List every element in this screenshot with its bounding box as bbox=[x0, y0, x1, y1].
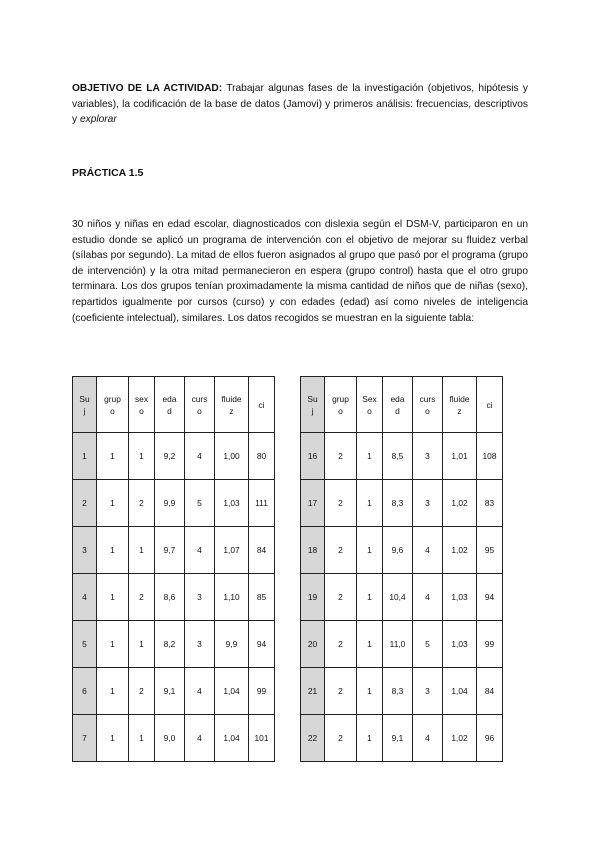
table-cell: 2 bbox=[325, 668, 357, 715]
table-cell: 1 bbox=[129, 715, 155, 762]
header-text: j bbox=[311, 405, 314, 416]
table-cell: 2 bbox=[325, 480, 357, 527]
table-header-cell bbox=[477, 377, 503, 433]
table-cell: 8,6 bbox=[155, 574, 185, 621]
header-text: o bbox=[338, 405, 343, 416]
table-row bbox=[301, 668, 503, 715]
table-row bbox=[301, 574, 503, 621]
subject-id-cell: 22 bbox=[301, 715, 325, 762]
objective-label: OBJETIVO DE LA ACTIVIDAD: bbox=[72, 83, 223, 94]
table-cell: 99 bbox=[249, 668, 275, 715]
header-text: Su bbox=[79, 393, 90, 404]
table-cell: 1,02 bbox=[443, 480, 477, 527]
table-cell: 9,9 bbox=[155, 480, 185, 527]
table-cell: 3 bbox=[185, 574, 215, 621]
table-cell: 84 bbox=[249, 527, 275, 574]
table-cell: 4 bbox=[185, 668, 215, 715]
table-cell: 9,1 bbox=[155, 668, 185, 715]
table-cell: 9,7 bbox=[155, 527, 185, 574]
table-cell: 1,01 bbox=[443, 433, 477, 480]
table-cell: 9,0 bbox=[155, 715, 185, 762]
subject-id-cell: 6 bbox=[73, 668, 97, 715]
table-cell: 94 bbox=[477, 574, 503, 621]
table-cell: 9,2 bbox=[155, 433, 185, 480]
table-row bbox=[73, 621, 275, 668]
header-text: grup bbox=[332, 393, 349, 404]
header-text: d bbox=[395, 405, 400, 416]
table-cell: 101 bbox=[249, 715, 275, 762]
table-cell: 4 bbox=[185, 527, 215, 574]
header-text: curs bbox=[419, 393, 436, 404]
table-cell: 1 bbox=[357, 668, 383, 715]
table-cell: 1,07 bbox=[215, 527, 249, 574]
table-row bbox=[73, 574, 275, 621]
table-cell: 1 bbox=[97, 668, 129, 715]
header-text: j bbox=[83, 405, 86, 416]
table-cell: 1 bbox=[97, 715, 129, 762]
table-cell: 1,03 bbox=[215, 480, 249, 527]
table-cell: 5 bbox=[413, 621, 443, 668]
table-cell: 4 bbox=[413, 574, 443, 621]
table-cell: 8,5 bbox=[383, 433, 413, 480]
table-row bbox=[301, 480, 503, 527]
table-cell: 10,4 bbox=[383, 574, 413, 621]
subject-id-cell: 16 bbox=[301, 433, 325, 480]
table-cell: 2 bbox=[129, 574, 155, 621]
table-cell: 3 bbox=[413, 668, 443, 715]
table-cell: 2 bbox=[325, 433, 357, 480]
header-text: o bbox=[197, 405, 202, 416]
table-header-row bbox=[73, 377, 275, 433]
table-cell: 1 bbox=[129, 433, 155, 480]
table-cell: 1 bbox=[357, 433, 383, 480]
objective-emphasis: explorar bbox=[79, 114, 117, 126]
table-cell: 1 bbox=[357, 480, 383, 527]
header-text: z bbox=[229, 405, 234, 416]
table-cell: 1,04 bbox=[215, 715, 249, 762]
table-row bbox=[301, 621, 503, 668]
table-row bbox=[73, 527, 275, 574]
table-row bbox=[73, 433, 275, 480]
table-cell: 3 bbox=[413, 480, 443, 527]
table-cell: 8,3 bbox=[383, 480, 413, 527]
table-cell: 1,10 bbox=[215, 574, 249, 621]
intro-paragraph: 30 niños y niñas en edad escolar, diagnosticados con dislexia según el DSM-V, participaron en un estudio donde se aplicó un programa de intervención con el objetivo de mejorar su fluidez verbal (sílabas por segundo). La mitad de ellos fueron asignados al grupo que pasó por el programa (grupo de intervención) y la otra mitad permanecieron en espera (grupo control) hasta que el otro grupo terminara. Los dos grupos tenían proximadamente la misma cantidad de niños que de niñas (sexo), repartidos igualmente por cursos (curso) y con edades (edad) así como niveles de inteligencia (coeficiente intelectual), similares. Los datos recogidos se muestran en la siguiente tabla: bbox=[72, 219, 528, 324]
table-cell: 1,03 bbox=[443, 574, 477, 621]
table-cell: 1 bbox=[357, 527, 383, 574]
table-cell: 8,2 bbox=[155, 621, 185, 668]
table-cell: 80 bbox=[249, 433, 275, 480]
table-cell: 1,02 bbox=[443, 527, 477, 574]
table-cell: 1 bbox=[129, 527, 155, 574]
table-header-cell bbox=[443, 377, 477, 433]
table-cell: 3 bbox=[185, 621, 215, 668]
table-cell: 84 bbox=[477, 668, 503, 715]
header-text: eda bbox=[390, 393, 405, 404]
subject-id-cell: 7 bbox=[73, 715, 97, 762]
header-text: Sex bbox=[362, 393, 377, 404]
subject-id-cell: 4 bbox=[73, 574, 97, 621]
data-table-left bbox=[72, 376, 275, 762]
table-header-cell bbox=[97, 377, 129, 433]
subject-id-cell: 20 bbox=[301, 621, 325, 668]
table-cell: 1 bbox=[97, 433, 129, 480]
table-cell: 2 bbox=[325, 621, 357, 668]
subject-id-cell: 18 bbox=[301, 527, 325, 574]
table-cell: 2 bbox=[325, 574, 357, 621]
header-text: o bbox=[110, 405, 115, 416]
table-cell: 3 bbox=[413, 433, 443, 480]
table-cell: 95 bbox=[477, 527, 503, 574]
table-cell: 9,1 bbox=[383, 715, 413, 762]
table-cell: 1,03 bbox=[443, 621, 477, 668]
table-cell: 4 bbox=[413, 715, 443, 762]
table-cell: 4 bbox=[185, 433, 215, 480]
table-cell: 1 bbox=[357, 621, 383, 668]
table-row bbox=[301, 433, 503, 480]
header-text: fluide bbox=[221, 393, 242, 404]
table-cell: 1 bbox=[97, 480, 129, 527]
objective-paragraph bbox=[72, 81, 528, 128]
table-cell: 1,04 bbox=[215, 668, 249, 715]
table-cell: 4 bbox=[185, 715, 215, 762]
table-cell: 85 bbox=[249, 574, 275, 621]
table-cell: 111 bbox=[249, 480, 275, 527]
subject-id-cell: 19 bbox=[301, 574, 325, 621]
header-text: o bbox=[425, 405, 430, 416]
header-text: z bbox=[457, 405, 462, 416]
header-text: Su bbox=[307, 393, 318, 404]
table-cell: 1,04 bbox=[443, 668, 477, 715]
table-cell: 2 bbox=[325, 527, 357, 574]
table-cell: 9,6 bbox=[383, 527, 413, 574]
practice-title: PRÁCTICA 1.5 bbox=[72, 167, 144, 179]
header-text: grup bbox=[104, 393, 121, 404]
table-cell: 8,3 bbox=[383, 668, 413, 715]
data-table-right bbox=[300, 376, 503, 762]
subject-id-cell: 5 bbox=[73, 621, 97, 668]
table-row bbox=[73, 480, 275, 527]
subject-id-cell: 2 bbox=[73, 480, 97, 527]
table-header-row bbox=[301, 377, 503, 433]
table-header-cell bbox=[357, 377, 383, 433]
subject-id-cell: 3 bbox=[73, 527, 97, 574]
table-cell: 1 bbox=[129, 621, 155, 668]
table-header-cell bbox=[413, 377, 443, 433]
objective-text: Trabajar algunas fases de la investigación (objetivos, hipótesis y variables), la codificación de la base de datos (Jamovi) y primeros análisis: frecuencias, descriptivos y bbox=[72, 83, 528, 126]
header-text: ci bbox=[486, 399, 493, 410]
table-cell: 1 bbox=[357, 715, 383, 762]
table-cell: 2 bbox=[325, 715, 357, 762]
table-cell: 1 bbox=[97, 621, 129, 668]
table-header-cell bbox=[215, 377, 249, 433]
header-text: o bbox=[139, 405, 144, 416]
subject-id-cell: 21 bbox=[301, 668, 325, 715]
table-cell: 1,02 bbox=[443, 715, 477, 762]
table-cell: 99 bbox=[477, 621, 503, 668]
table-cell: 9,9 bbox=[215, 621, 249, 668]
table-header-cell bbox=[73, 377, 97, 433]
table-header-cell bbox=[129, 377, 155, 433]
table-row bbox=[73, 668, 275, 715]
table-header-cell bbox=[383, 377, 413, 433]
table-cell: 2 bbox=[129, 480, 155, 527]
header-text: o bbox=[367, 405, 372, 416]
table-row bbox=[301, 527, 503, 574]
table-cell: 96 bbox=[477, 715, 503, 762]
table-header-cell bbox=[155, 377, 185, 433]
table-cell: 108 bbox=[477, 433, 503, 480]
table-header-cell bbox=[325, 377, 357, 433]
table-cell: 1 bbox=[97, 527, 129, 574]
subject-id-cell: 17 bbox=[301, 480, 325, 527]
table-cell: 2 bbox=[129, 668, 155, 715]
table-cell: 94 bbox=[249, 621, 275, 668]
table-header-cell bbox=[249, 377, 275, 433]
subject-id-cell: 1 bbox=[73, 433, 97, 480]
header-text: curs bbox=[191, 393, 208, 404]
table-cell: 4 bbox=[413, 527, 443, 574]
table-cell: 1 bbox=[357, 574, 383, 621]
table-row bbox=[73, 715, 275, 762]
table-cell: 5 bbox=[185, 480, 215, 527]
table-cell: 11,0 bbox=[383, 621, 413, 668]
header-text: d bbox=[167, 405, 172, 416]
table-row bbox=[301, 715, 503, 762]
table-cell: 1 bbox=[97, 574, 129, 621]
header-text: sex bbox=[134, 393, 149, 404]
table-header-cell bbox=[301, 377, 325, 433]
table-cell: 83 bbox=[477, 480, 503, 527]
header-text: eda bbox=[162, 393, 177, 404]
table-header-cell bbox=[185, 377, 215, 433]
table-cell: 1,00 bbox=[215, 433, 249, 480]
header-text: ci bbox=[258, 399, 265, 410]
header-text: fluide bbox=[449, 393, 470, 404]
